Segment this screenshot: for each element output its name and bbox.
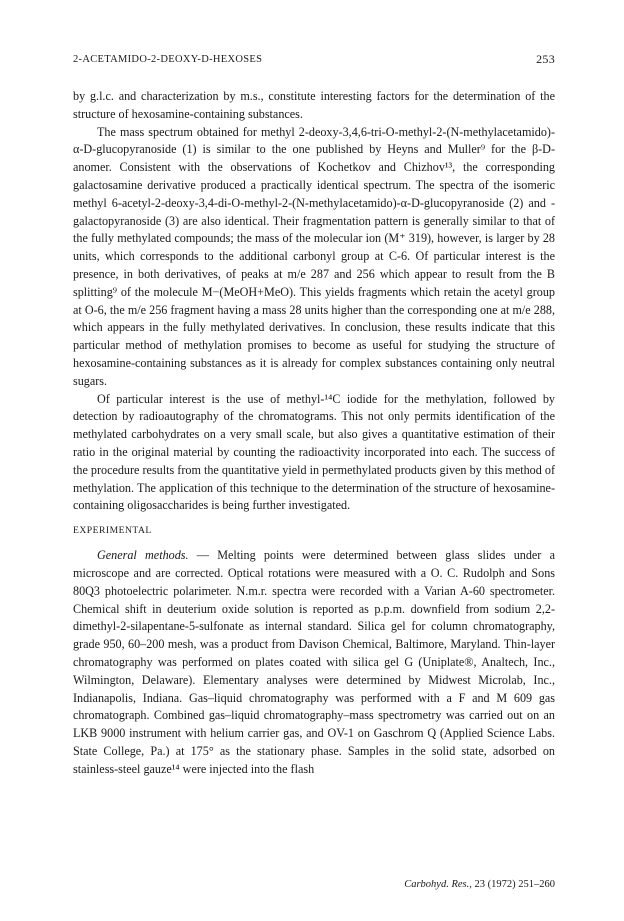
journal-footer [404, 879, 555, 890]
journal-name: Carbohyd. Res., [404, 879, 472, 890]
paragraph-continuation: by g.l.c. and characterization by m.s., constitute interesting factors for the determination of the structure of hexosamine-containing substances. [73, 89, 555, 121]
paragraph-mass-spectrum: The mass spectrum obtained for methyl 2-deoxy-3,4,6-tri-O-methyl-2-(N-methylacetamido)-α-D-glucopyranoside (1) is similar to the one published by Heyns and Muller⁹ for the β-D- anomer. Consistent with the observations of Kochetkov and Chizhov¹³, the corresponding galactosamine derivative produced a practically identical spectrum. The spectra of the isomeric methyl 6-acetyl-2-deoxy-3,4-di-O-methyl-2-(N-methylacetamido)-α-D-glucopyranoside (2) and -galactopyranoside (3) are also identical. Their fragmentation pattern is generally similar to that of the fully methylated compounds; the mass of the molecular ion (M⁺ 319), however, is larger by 28 units, which corresponds to the additional carbonyl group at C-6. Of particular interest is the presence, in both derivatives, of peaks at m/e 287 and 256 which appear to result from the B splitting⁹ of the molecule M−(MeOH+MeO). This yields fragments which retain the acetyl group at O-6, the m/e 256 fragment having a mass 28 units higher than the corresponding one at m/e 288, which appears in the fully methylated derivatives. In conclusion, these results indicate that this particular method of methylation promises to become as useful for studying the structure of hexosamine-containing substances as it is already for complex substances containing only neutral sugars. [73, 124, 555, 388]
running-title: 2-ACETAMIDO-2-DEOXY-D-HEXOSES [73, 54, 263, 65]
journal-citation: 23 (1972) 251–260 [471, 879, 555, 890]
paragraph-general-methods [73, 547, 555, 778]
running-header [73, 52, 555, 72]
page-number: 253 [536, 52, 555, 66]
general-methods-text: — Melting points were determined between glass slides under a microscope and are corrected. Optical rotations were measured with a O. C. Rudolph and Sons 80Q3 photoelectric polarimeter. N.m.r. spectra were recorded with a Varian A-60 spectrometer. Chemical shift in deuterium oxide solution is reported as p.p.m. downfield from sodium 2,2-dimethyl-2-silapentane-5-sulfonate as internal standard. Silica gel for column chromatography, grade 950, 60–200 mesh, was a product from Davison Chemical, Baltimore, Maryland. Thin-layer chromatography was performed on plates coated with silica gel G (Uniplate®, Analtech, Inc., Wilmington, Delaware). Elementary analyses were determined by Midwest Microlab, Inc., Indianapolis, Indiana. Gas–liquid chromatography was performed with a F and M 609 gas chromatograph. Combined gas–liquid chromatography–mass spectrometry was carried out on an LKB 9000 instrument with helium carrier gas, and OV-1 on Gaschrom Q (Applied Science Labs. State College, Pa.) at 175° as the stationary phase. Samples in the solid state, adsorbed on stainless-steel gauze¹⁴ were injected into the flash [73, 548, 555, 776]
page [73, 52, 555, 778]
paragraph-methyl-c14: Of particular interest is the use of methyl-¹⁴C iodide for the methylation, followed by detection by radioautography of the chromatograms. This not only permits identification of the methylated carbohydrates on a very small scale, but also gives a quantitative estimation of their ratio in the original material by counting the radioactivity incorporated into each. The success of the procedure results from the quantitative yield in permethylated products given by this method of methylation. The application of this technique to the determination of the structure of hexosamine-containing oligosaccharides is being further investigated. [73, 391, 555, 513]
general-methods-heading: General methods. [97, 548, 189, 563]
section-heading-experimental: EXPERIMENTAL [73, 525, 152, 537]
